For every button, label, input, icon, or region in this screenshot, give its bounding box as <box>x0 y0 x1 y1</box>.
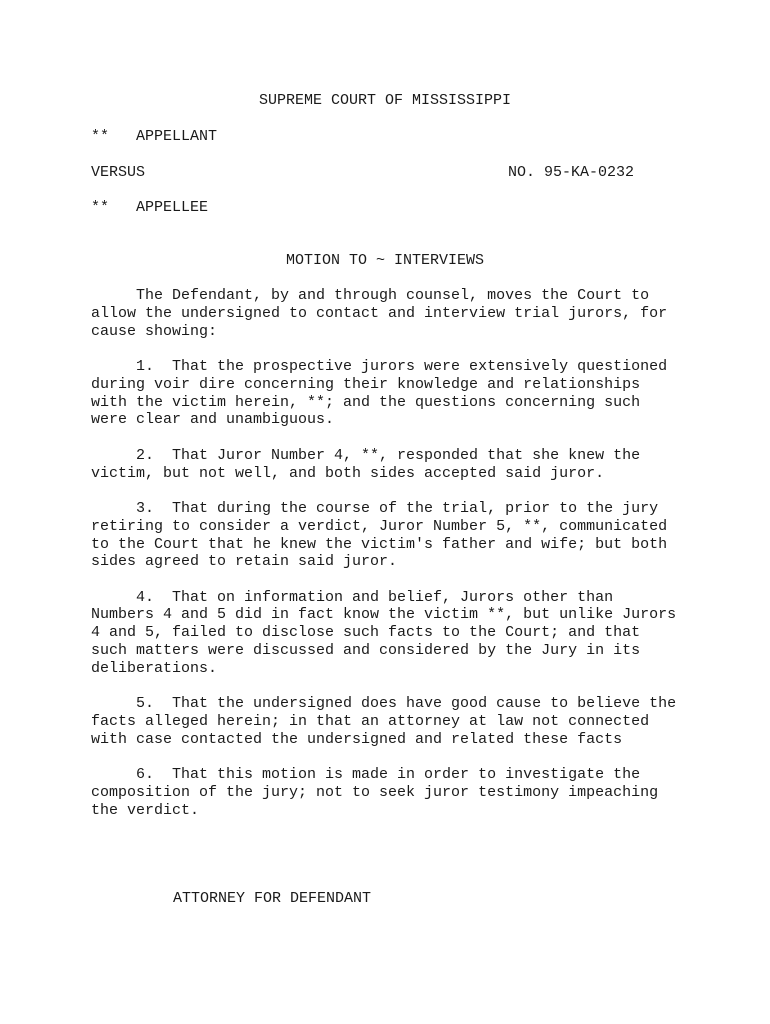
paragraph-line: Numbers 4 and 5 did in fact know the victim **, but unlike Jurors <box>91 606 677 623</box>
paragraph-line: 6. That this motion is made in order to investigate the <box>91 766 641 783</box>
appellee-label: APPELLEE <box>136 199 209 216</box>
paragraph-line: facts alleged herein; in that an attorney at law not connected <box>91 713 650 730</box>
motion-title: MOTION TO ~ INTERVIEWS <box>285 252 485 269</box>
intro-line: cause showing: <box>91 323 218 340</box>
paragraph-line: 4 and 5, failed to disclose such facts to the Court; and that <box>91 624 641 641</box>
paragraph-line: the verdict. <box>91 802 200 819</box>
paragraph-line: such matters were discussed and considered by the Jury in its <box>91 642 641 659</box>
appellant-prefix: ** <box>91 128 110 145</box>
paragraph-line: during voir dire concerning their knowledge and relationships <box>91 376 641 393</box>
paragraph-line: with case contacted the undersigned and related these facts <box>91 731 623 748</box>
paragraph-line: sides agreed to retain said juror. <box>91 553 398 570</box>
paragraph-line: 3. That during the course of the trial, prior to the jury <box>91 500 659 517</box>
versus-label: VERSUS <box>91 164 146 181</box>
appellee-prefix: ** <box>91 199 110 216</box>
paragraph-line: to the Court that he knew the victim's father and wife; but both <box>91 536 668 553</box>
case-number: NO. 95-KA-0232 <box>508 164 635 181</box>
paragraph-line: deliberations. <box>91 660 218 677</box>
signature-line: ATTORNEY FOR DEFENDANT <box>173 890 372 907</box>
paragraph-line: 2. That Juror Number 4, **, responded that she knew the <box>91 447 641 464</box>
paragraph-line: with the victim herein, **; and the questions concerning such <box>91 394 641 411</box>
intro-line: allow the undersigned to contact and interview trial jurors, for <box>91 305 668 322</box>
appellant-label: APPELLANT <box>136 128 218 145</box>
paragraph-line: were clear and unambiguous. <box>91 411 335 428</box>
paragraph-line: composition of the jury; not to seek juror testimony impeaching <box>91 784 659 801</box>
paragraph-line: 1. That the prospective jurors were extensively questioned <box>91 358 668 375</box>
paragraph-line: victim, but not well, and both sides accepted said juror. <box>91 465 605 482</box>
court-title: SUPREME COURT OF MISSISSIPPI <box>258 92 512 109</box>
paragraph-line: 4. That on information and belief, Jurors other than <box>91 589 614 606</box>
paragraph-line: retiring to consider a verdict, Juror Number 5, **, communicated <box>91 518 668 535</box>
intro-line: The Defendant, by and through counsel, moves the Court to <box>91 287 650 304</box>
paragraph-line: 5. That the undersigned does have good cause to believe the <box>91 695 677 712</box>
